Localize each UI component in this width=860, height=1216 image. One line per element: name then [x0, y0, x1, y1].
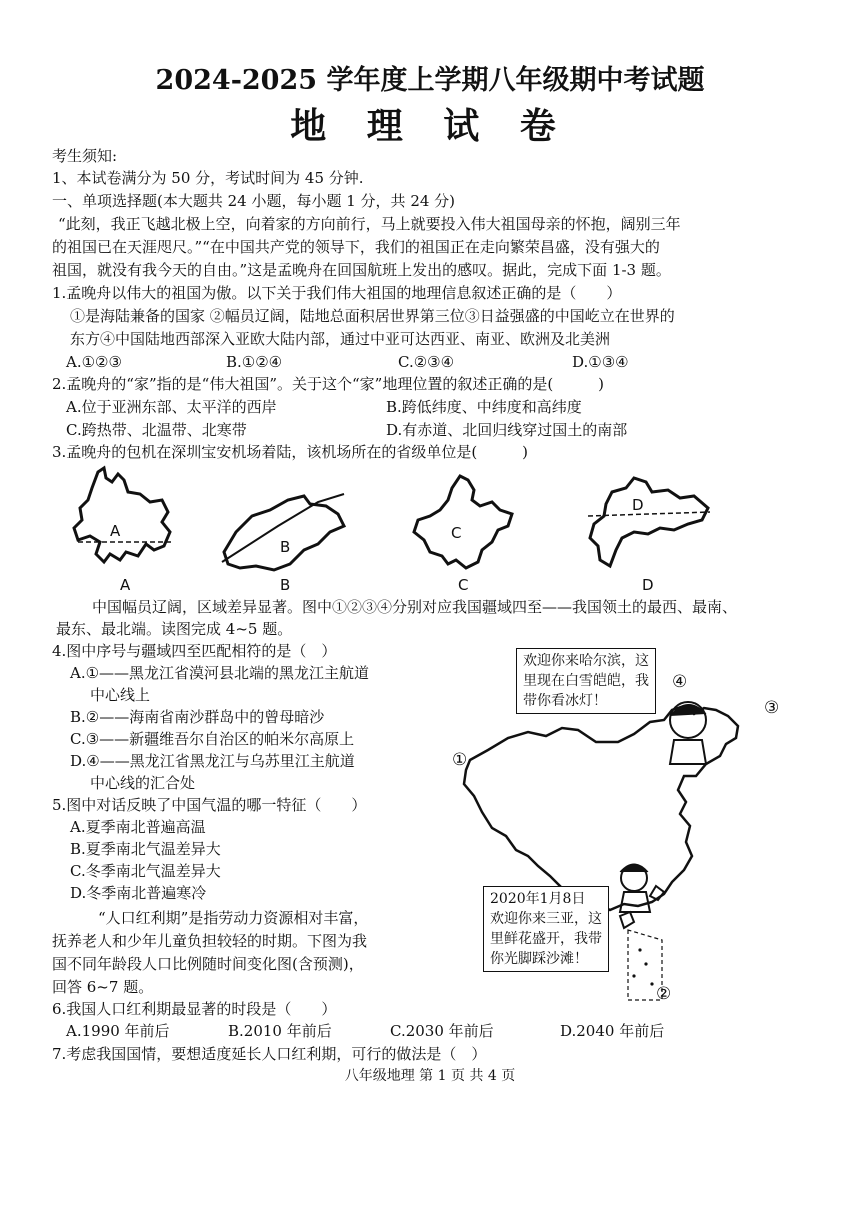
province-caption-b: B	[280, 576, 291, 594]
question-1-option-d[interactable]: D.①③④	[572, 353, 629, 371]
question-1-option-b[interactable]: B.①②④	[226, 353, 283, 371]
question-4-option-a[interactable]: A.①——黑龙江省漠河县北端的黑龙江主航道	[70, 664, 370, 682]
question-4-option-a-cont: 中心线上	[90, 686, 151, 704]
question-4-option-d-cont: 中心线的汇合处	[90, 774, 196, 792]
province-caption-c: C	[458, 576, 469, 594]
notice-label: 考生须知:	[52, 147, 118, 165]
question-2-option-a[interactable]: A.位于亚洲东部、太平洋的西岸	[66, 398, 277, 416]
province-map-a[interactable]	[70, 464, 180, 574]
exam-subtitle: 地 理 试 卷	[290, 105, 570, 147]
province-map-a-label: A	[110, 522, 121, 540]
question-5-option-c[interactable]: C.冬季南北气温差异大	[70, 862, 221, 880]
question-3-stem: 3.孟晚舟的包机在深圳宝安机场着陆，该机场所在的省级单位是( )	[52, 443, 529, 461]
question-1-option-c[interactable]: C.②③④	[398, 353, 455, 371]
question-4-option-b[interactable]: B.②——海南省南沙群岛中的曾母暗沙	[70, 708, 325, 726]
marker-3: ③	[764, 698, 780, 718]
passage-line: 回答 6~7 题。	[52, 978, 154, 996]
question-5-option-a[interactable]: A.夏季南北普遍高温	[70, 818, 206, 836]
marker-1: ①	[452, 750, 468, 770]
question-2-option-d[interactable]: D.有赤道、北回归线穿过国土的南部	[386, 421, 628, 439]
province-map-b[interactable]	[218, 492, 350, 574]
question-6-option-b[interactable]: B.2010 年前后	[228, 1022, 332, 1040]
province-map-c-label: C	[451, 524, 462, 542]
question-4-stem: 4.图中序号与疆域四至匹配相符的是（ ）	[52, 642, 337, 660]
question-1-info: 东方④中国陆地西部深入亚欧大陆内部，通过中亚可达西亚、南亚、欧洲及北美洲	[70, 330, 611, 348]
page-footer: 八年级地理 第 1 页 共 4 页	[344, 1068, 516, 1084]
speech-bubble-sanya: 2020年1月8日 欢迎你来三亚，这 里鲜花盛开，我带 你光脚踩沙滩！	[483, 886, 609, 972]
passage-line: 中国幅员辽阔，区域差异显著。图中①②③④分别对应我国疆域四至——我国领土的最西、最南、	[92, 598, 738, 616]
marker-2: ②	[656, 984, 672, 1004]
question-7-stem: 7.考虑我国国情，要想适度延长人口红利期，可行的做法是（ ）	[52, 1045, 487, 1063]
province-caption-d: D	[642, 576, 654, 594]
section-heading: 一、单项选择题(本大题共 24 小题，每小题 1 分，共 24 分)	[52, 192, 456, 210]
exam-title: 2024-2025 学年度上学期八年级期中考试题	[155, 65, 705, 96]
province-map-d-label: D	[632, 496, 644, 514]
question-1-option-a[interactable]: A.①②③	[66, 353, 122, 371]
passage-line: 的祖国已在天涯咫尺。”“在中国共产党的领导下，我们的祖国正在走向繁荣昌盛，没有强大的	[52, 238, 660, 256]
passage-line: “此刻，我正飞越北极上空，向着家的方向前行，马上就要投入伟大祖国母亲的怀抱，阔别三年	[58, 215, 681, 233]
question-2-option-c[interactable]: C.跨热带、北温带、北寒带	[66, 421, 247, 439]
question-5-option-d[interactable]: D.冬季南北普遍寒冷	[70, 884, 207, 902]
question-1-stem: 1.孟晚舟以伟大的祖国为傲。以下关于我们伟大祖国的地理信息叙述正确的是（ ）	[52, 284, 622, 302]
question-5-option-b[interactable]: B.夏季南北气温差异大	[70, 840, 221, 858]
notice-item-1: 1、本试卷满分为 50 分，考试时间为 45 分钟.	[52, 169, 364, 187]
question-6-stem: 6.我国人口红利期最显著的时段是（ ）	[52, 1000, 337, 1018]
passage-line: 最东、最北端。读图完成 4~5 题。	[56, 620, 293, 638]
province-caption-a: A	[120, 576, 131, 594]
passage-line: 祖国，就没有我今天的自由。”这是孟晚舟在回国航班上发出的感叹。据此，完成下面 1-3 题。	[52, 261, 671, 279]
province-map-d[interactable]	[582, 474, 714, 574]
passage-line: “人口红利期”是指劳动力资源相对丰富，	[98, 909, 369, 927]
province-map-b-label: B	[280, 538, 291, 556]
question-6-option-d[interactable]: D.2040 年前后	[560, 1022, 665, 1040]
question-6-option-a[interactable]: A.1990 年前后	[66, 1022, 170, 1040]
question-4-option-c[interactable]: C.③——新疆维吾尔自治区的帕米尔高原上	[70, 730, 355, 748]
question-2-stem: 2.孟晚舟的“家”指的是“伟大祖国”。关于这个“家”地理位置的叙述正确的是( )	[52, 375, 605, 393]
passage-line: 抚养老人和少年儿童负担较轻的时期。下图为我	[52, 932, 368, 950]
speech-bubble-harbin: 欢迎你来哈尔滨，这 里现在白雪皑皑，我 带你看冰灯！	[516, 648, 656, 714]
question-6-option-c[interactable]: C.2030 年前后	[390, 1022, 494, 1040]
passage-line: 国不同年龄段人口比例随时间变化图(含预测)，	[52, 955, 364, 973]
province-map-c[interactable]	[408, 470, 518, 574]
marker-4: ④	[672, 672, 688, 692]
question-2-option-b[interactable]: B.跨低纬度、中纬度和高纬度	[386, 398, 582, 416]
question-1-info: ①是海陆兼备的国家 ②幅员辽阔，陆地总面积居世界第三位③日益强盛的中国屹立在世界的	[70, 307, 675, 325]
question-4-option-d[interactable]: D.④——黑龙江省黑龙江与乌苏里江主航道	[70, 752, 355, 770]
question-5-stem: 5.图中对话反映了中国气温的哪一特征（ ）	[52, 796, 367, 814]
